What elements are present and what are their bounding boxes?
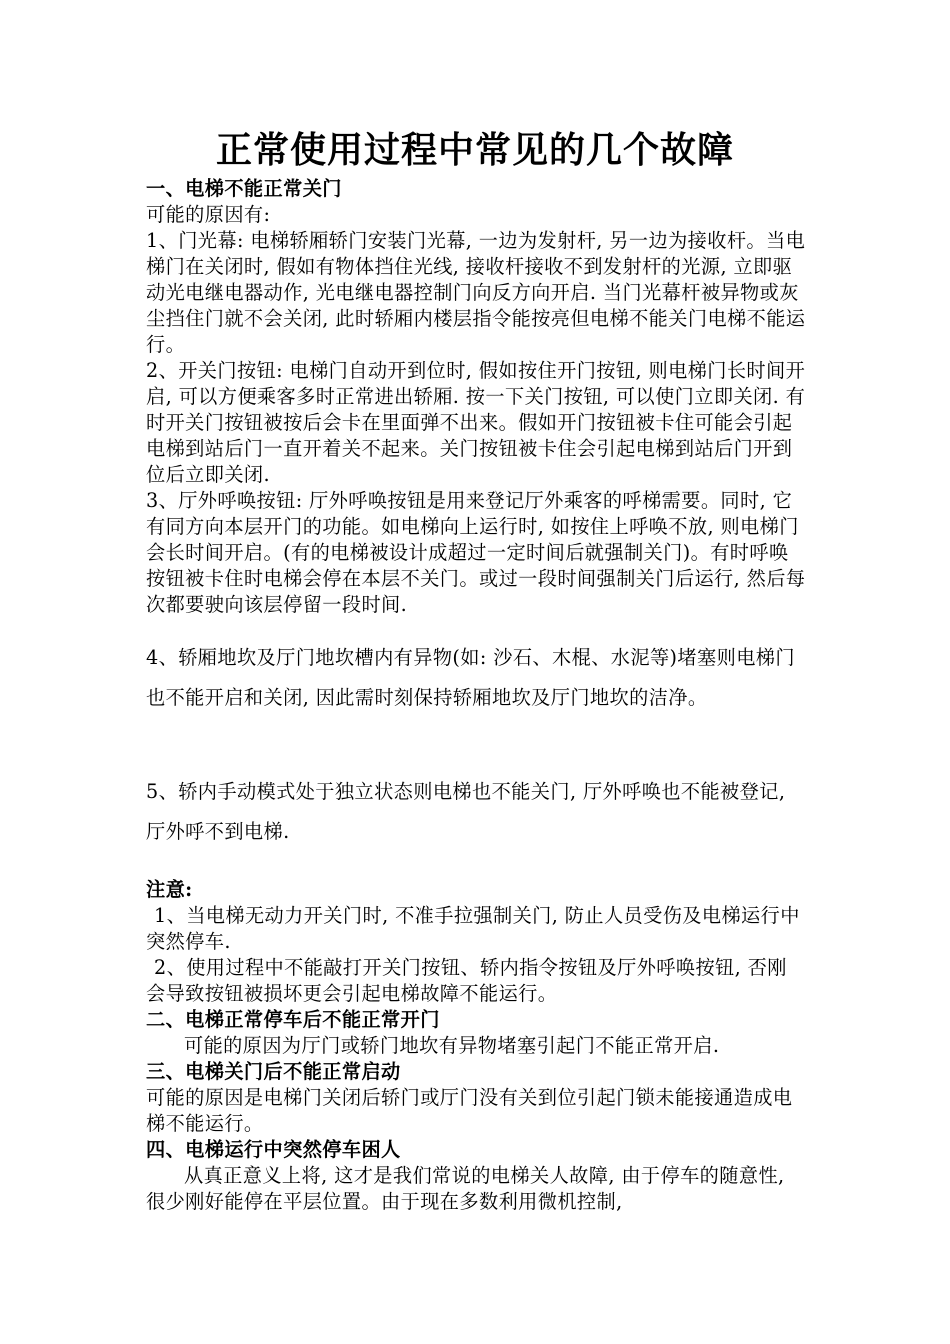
section-1-heading: 一、电梯不能正常关门	[146, 177, 342, 200]
note-heading: 注意:	[146, 878, 193, 901]
later-sections	[146, 877, 806, 1215]
section-1-item-4: 4、轿厢地坎及厅门地坎槽内有异物(如: 沙石、木棍、水泥等)堵塞则电梯门也不能开启和关闭, 因此需时刻保持轿厢地坎及厅门地坎的洁净。	[146, 646, 795, 709]
section-1-item-2: 2、开关门按钮: 电梯门自动开到位时, 假如按住开门按钮, 则电梯门长时间开启, 可以方便乘客多时正常进出轿厢. 按一下关门按钮, 可以使门立即关闭. 有时开关门按钮被按后会卡在里面弹不出来。假如开门按钮被卡住可能会引起电梯到站后门一直开着关不起来。关门按钮被卡住会引起电梯到站后门开到位后立即关闭.	[146, 359, 806, 486]
section-2-heading: 二、电梯正常停车后不能正常开门	[146, 1008, 440, 1031]
note-item-1: 1、当电梯无动力开关门时, 不准手拉强制关门, 防止人员受伤及电梯运行中突然停车.	[146, 904, 800, 953]
section-1	[146, 176, 806, 618]
section-4-text: 从真正意义上将, 这才是我们常说的电梯关人故障, 由于停车的随意性, 很少刚好能停在平层位置。由于现在多数利用微机控制,	[146, 1164, 785, 1213]
section-2-text: 可能的原因为厅门或轿门地坎有异物堵塞引起门不能正常开启.	[184, 1034, 720, 1057]
section-1-item-5-block	[146, 772, 806, 852]
note-item-2: 2、使用过程中不能敲打开关门按钮、轿内指令按钮及厅外呼唤按钮, 否刚会导致按钮被损坏更会引起电梯故障不能运行。	[146, 956, 787, 1005]
section-1-item-4-block	[146, 638, 806, 718]
section-1-item-3: 3、厅外呼唤按钮: 厅外呼唤按钮是用来登记厅外乘客的呼梯需要。同时, 它有同方向本层开门的功能。如电梯向上运行时, 如按住上呼唤不放, 则电梯门会长时间开启。(有的电梯被设计成超过一定时间后就强制关门)。有时呼唤按钮被卡住时电梯会停在本层不关门。或过一段时间强制关门后运行, 然后每次都要驶向该层停留一段时间.	[146, 489, 806, 616]
page-title: 正常使用过程中常见的几个故障	[215, 129, 734, 171]
section-3-text: 可能的原因是电梯门关闭后轿门或厅门没有关到位引起门锁未能接通造成电梯不能运行。	[146, 1086, 793, 1135]
section-4-heading: 四、电梯运行中突然停车困人	[146, 1138, 401, 1161]
section-1-item-1: 1、门光幕: 电梯轿厢轿门安装门光幕, 一边为发射杆, 另一边为接收杆。当电梯门在关闭时, 假如有物体挡住光线, 接收杆接收不到发射杆的光源, 立即驱动光电继电器动作, 光电继电器控制门向反方向开启. 当门光幕杆被异物或灰尘挡住门就不会关闭, 此时轿厢内楼层指令能按亮但电梯不能关门电梯不能运行。	[146, 229, 806, 356]
section-1-item-5: 5、轿内手动模式处于独立状态则电梯也不能关门, 厅外呼唤也不能被登记, 厅外呼不到电梯.	[146, 780, 786, 843]
section-1-intro: 可能的原因有:	[146, 203, 271, 226]
section-3-heading: 三、电梯关门后不能正常启动	[146, 1060, 401, 1083]
